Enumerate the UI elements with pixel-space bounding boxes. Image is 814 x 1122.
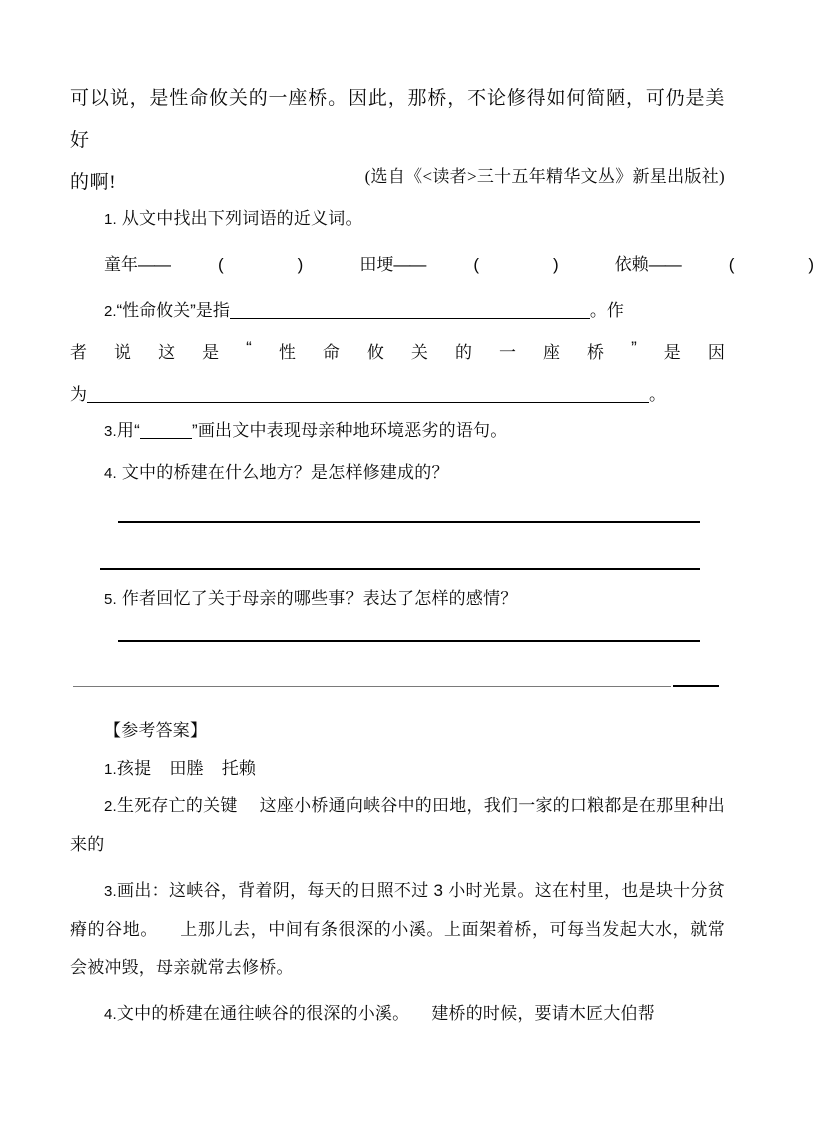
word-pair-2-close-paren: ) (553, 255, 559, 274)
question-3 (104, 420, 507, 443)
question-2-line-2-justified (70, 338, 725, 363)
question-2-after-blank: 。作 (589, 301, 624, 320)
q2-char-14: 是 (663, 343, 681, 362)
q2-char-9: 的 (454, 343, 472, 362)
question-5 (104, 588, 517, 611)
word-pair-1-open-paren: ( (218, 255, 224, 274)
word-pair-2-dash: —— (393, 255, 426, 274)
q2-char-0: 者 (70, 343, 87, 362)
answer-2-number: 2. (104, 798, 117, 815)
answer-rule-line-1[interactable] (118, 521, 700, 523)
q2-char-6: 命 (322, 343, 340, 362)
answer-key-item-3 (70, 872, 725, 987)
q2-char-5: 性 (278, 343, 296, 362)
answer-2-part-b: 这座小桥通向峡谷中的田地，我们一家的口粮都是在那里种出来的 (70, 796, 726, 854)
q2-char-8: 关 (410, 343, 428, 362)
answer-key-item-1 (104, 750, 256, 789)
question-3-number: 3. (104, 423, 117, 440)
q2-char-11: 座 (543, 343, 561, 362)
word-pair-1-close-paren: ) (297, 255, 304, 274)
answer-3-number: 3. (104, 883, 117, 900)
q2-char-1: 说 (114, 343, 132, 362)
question-3-inline-blank[interactable] (140, 423, 192, 439)
word-pair-2 (359, 250, 558, 275)
word-pair-1 (104, 250, 303, 275)
question-3-before-text: 用“ (116, 421, 140, 440)
answer-rule-line-3[interactable] (118, 640, 700, 642)
question-2-blank-1[interactable] (230, 301, 590, 319)
question-2-line-3 (70, 380, 725, 405)
word-pair-1-word: 童年 (104, 255, 138, 274)
answer-1-word-3: 托赖 (221, 759, 257, 778)
answer-rule-line-2[interactable] (100, 568, 700, 570)
q2-char-3: 是 (202, 343, 220, 362)
answer-4-number: 4. (104, 1006, 117, 1023)
q2-char-2: 这 (158, 343, 176, 362)
word-pair-3-open-paren: ( (728, 255, 735, 274)
answer-4-part-b: 建桥的时候，要请木匠大伯帮 (431, 1004, 655, 1023)
word-pair-3-word: 依赖 (614, 255, 649, 274)
question-2-tail-end: 。 (649, 385, 666, 404)
word-pair-2-word: 田埂 (359, 255, 394, 274)
answer-1-number: 1. (104, 761, 117, 778)
question-5-number: 5. (104, 591, 117, 608)
question-4 (104, 462, 449, 485)
answer-4-part-a: 文中的桥建在通往峡谷的很深的小溪。 (116, 1004, 410, 1023)
answer-3-part-b: 上那儿去，中间有条很深的小溪。上面架着桥，可每当发起大水，就常会被冲毁，母亲就常去修桥。 (70, 920, 726, 977)
question-4-text: 文中的桥建在什么地方？是怎样修建成的？ (121, 463, 449, 482)
answer-1-word-2: 田塍 (169, 759, 204, 778)
question-1-number: 1. (104, 211, 117, 228)
answer-key-title: 【参考答案】 (104, 721, 208, 740)
question-2-number: 2. (104, 303, 117, 320)
question-3-after-text: ”画出文中表现母亲种地环境恶劣的语句。 (191, 421, 508, 440)
passage-line-1: 可以说，是性命攸关的一座桥。因此，那桥，不论修得如何简陋，可仍是美好 (70, 88, 725, 151)
passage-citation: (选自《<读者>三十五年精华文丛》新星出版社) (364, 167, 725, 186)
answer-key-item-4 (70, 995, 725, 1034)
word-pair-3-close-paren: ) (808, 255, 814, 274)
question-2-line-1 (104, 296, 724, 321)
question-1-word-pairs (104, 250, 814, 275)
question-1 (104, 208, 363, 231)
question-4-number: 4. (104, 465, 117, 482)
q2-char-7: 攸 (366, 343, 384, 362)
answer-2-part-a: 生死存亡的关键 (116, 796, 238, 815)
passage-line-2: 的啊! (70, 172, 117, 193)
section-divider-dark (673, 685, 719, 687)
question-5-text: 作者回忆了关于母亲的哪些事？表达了怎样的感情？ (121, 589, 518, 608)
word-pair-1-dash: —— (138, 255, 170, 274)
answer-key-item-2 (70, 787, 725, 864)
word-pair-3-dash: —— (648, 255, 681, 274)
question-2-tail-char: 为 (70, 385, 87, 404)
word-pair-2-open-paren: ( (473, 255, 480, 274)
answer-3-part-a: 画出：这峡谷，背着阴，每天的日照不过 3 小时光景。这在村里，也是块十分贫瘠的谷地。 (70, 881, 725, 939)
question-1-text: 从文中找出下列词语的近义词。 (121, 209, 363, 228)
question-2-lead-text: “性命攸关”是指 (116, 301, 230, 320)
section-divider-light (73, 686, 671, 687)
q2-char-10: 一 (498, 343, 516, 362)
q2-char-4: “ (246, 338, 252, 357)
q2-char-15: 因 (707, 343, 725, 362)
answer-1-word-1: 孩提 (116, 759, 152, 778)
question-2-blank-2[interactable] (87, 385, 649, 403)
q2-char-13: ” (631, 338, 637, 357)
word-pair-3 (615, 250, 814, 275)
q2-char-12: 桥 (587, 343, 605, 362)
